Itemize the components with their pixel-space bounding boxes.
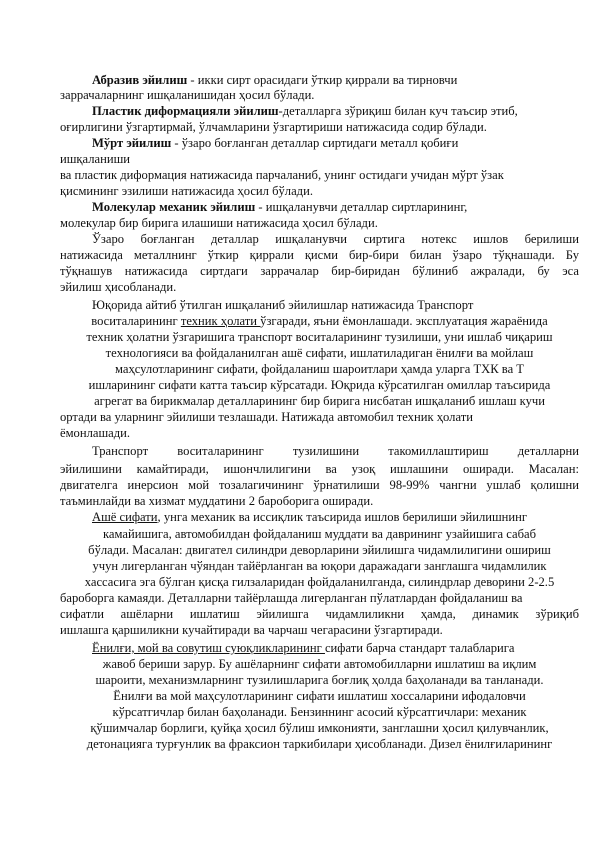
text-line bbox=[60, 314, 579, 329]
text-span: детонацияга турғунлик ва фраксион таркибилари ҳисобланади. Дизел ёнилғиларининг bbox=[86, 737, 553, 751]
text-span: қисмининг эзилиши натижасида ҳосил бўлади. bbox=[60, 184, 313, 198]
text-span: эйилиш ҳисобланади. bbox=[60, 280, 177, 294]
text-span: учун лигерланган чўяндан тайёрланган ва юқори даражадаги занглашга чидамлилик bbox=[92, 559, 547, 573]
bold-term: Мўрт эйилиш bbox=[92, 136, 172, 150]
underlined-term: техник ҳолати bbox=[180, 314, 261, 328]
text-span: Юқорида айтиб ўтилган ишқаланиб эйилишлар натижасида Транспорт bbox=[92, 298, 474, 312]
text-span: таъминлайди ва хизмат муддатини 2 бароборига оширади. bbox=[60, 494, 374, 508]
underlined-term: Ашё сифати bbox=[92, 510, 158, 524]
text-span: тўқнашув натижасида сиртдаги заррачалар бир-биридан бўлиниб ажралади, бу эса bbox=[60, 264, 579, 278]
text-span: техник ҳолатни ўзгаришига транспорт воситаларининг тузилиши, уни ишлаб чиқариш bbox=[86, 330, 553, 344]
text-line bbox=[60, 478, 579, 493]
text-line bbox=[92, 104, 562, 119]
text-line bbox=[60, 623, 540, 638]
text-span: ишлашга қаршиликни кучайтиради ва чарчаш чегарасини ўзгартиради. bbox=[60, 623, 443, 637]
text-line bbox=[60, 410, 540, 425]
text-line bbox=[92, 73, 532, 88]
text-line bbox=[60, 168, 540, 183]
text-line bbox=[60, 607, 579, 622]
text-line bbox=[60, 543, 579, 558]
text-span: двигателга инерсион мой тозалагичининг ўрнатилиши 98-99% чангни ушлаб қолишни bbox=[60, 478, 579, 492]
text-line bbox=[92, 200, 532, 215]
text-span: камайишига, автомобилдан фойдаланиш муддати ва даврининг узайишига сабаб bbox=[102, 527, 537, 541]
text-line bbox=[60, 216, 540, 231]
text-line bbox=[60, 426, 540, 441]
text-line bbox=[92, 298, 572, 313]
text-span: Транспорт воситаларининг тузилишини такомиллаштириш деталларни bbox=[92, 444, 579, 458]
text-span: сифати барча стандарт талабларига bbox=[324, 641, 515, 655]
text-span: натижасида металлнинг ўткир қиррали қисми бир-бири билан ўзаро тўқнашади. Бу bbox=[60, 248, 579, 262]
text-line bbox=[60, 152, 540, 167]
bold-term: Пластик диформацияли эйилиш bbox=[92, 104, 279, 118]
text-line bbox=[92, 510, 579, 525]
text-line bbox=[60, 362, 579, 377]
text-line bbox=[60, 120, 540, 135]
text-span: жавоб бериши зарур. Бу ашёларнинг сифати автомобилларни ишлатиш ва иқлим bbox=[102, 657, 537, 671]
text-span: заррачаларнинг ишқаланишидан ҳосил бўлади. bbox=[60, 88, 315, 102]
text-line bbox=[60, 264, 579, 279]
text-line bbox=[60, 346, 579, 361]
text-line bbox=[60, 705, 579, 720]
text-line bbox=[92, 136, 532, 151]
text-span: ўзгаради, яъни ёмонлашади. эксплуатация жараёнида bbox=[260, 314, 548, 328]
text-span: воситаларининг bbox=[91, 314, 181, 328]
text-span: бўлади. Масалан: двигател силиндри деворларини эйилишга чидамлилигини ошириш bbox=[88, 543, 551, 557]
text-span: технологияси ва фойдаланилган ашё сифати, ишлатиладиган ёнилғи ва мойлаш bbox=[105, 346, 534, 360]
text-line bbox=[60, 280, 540, 295]
text-line bbox=[92, 232, 579, 247]
text-span: маҳсулотларининг сифати, фойдаланиш шароитлари ҳамда уларга ТХК ва Т bbox=[114, 362, 525, 376]
text-line bbox=[60, 378, 579, 393]
text-span: ишқаланиши bbox=[60, 152, 131, 166]
text-span: қўшимчалар борлиги, қуйқа ҳосил бўлиш имконияти, занглашни ҳосил қилувчанлик, bbox=[90, 721, 549, 735]
text-line bbox=[60, 527, 579, 542]
bold-term: Абразив эйилиш bbox=[92, 73, 188, 87]
text-span: шароити, механизмларнинг тузилишларига боғлиқ ҳолда баҳоланади ва танланади. bbox=[95, 673, 544, 687]
text-line bbox=[60, 737, 579, 752]
text-line bbox=[60, 689, 579, 704]
text-line bbox=[60, 330, 579, 345]
text-span: ва пластик диформация натижасида парчаланиб, унинг остидаги учидан мўрт ўзак bbox=[60, 168, 504, 182]
text-span: Ўзаро боғланган деталлар ишқаланувчи сиртига нотекс ишлов берилиши bbox=[92, 232, 579, 246]
text-line bbox=[60, 394, 579, 409]
underlined-term: Ёнилғи, мой ва совутиш суюқликларининг bbox=[92, 641, 325, 655]
text-span: бароборга камаяди. Деталларни тайёрлашда лигерланган пўлатлардан фойдаланиш ва bbox=[60, 591, 523, 605]
text-line bbox=[60, 575, 579, 590]
text-line bbox=[60, 462, 579, 477]
text-span: ишларининг сифати катта таъсир кўрсатади. Юқрида кўрсатилган омиллар таъсирида bbox=[88, 378, 551, 392]
text-span: , унга механик ва иссиқлик таъсирида ишлов берилиши эйилишнинг bbox=[157, 510, 528, 524]
text-span: хассасига эга бўлган қисқа гилзаларидан фойдаланилганда, силиндрлар деворини 2-2.5 bbox=[84, 575, 555, 589]
bold-term: Молекулар механик эйилиш bbox=[92, 200, 256, 214]
text-line bbox=[60, 591, 579, 606]
text-span: - ишқаланувчи деталлар сиртларининг, bbox=[255, 200, 468, 214]
text-line bbox=[60, 184, 540, 199]
text-span: - ўзаро боғланган деталлар сиртидаги металл қобиғи bbox=[171, 136, 459, 150]
text-span: ёмонлашади. bbox=[60, 426, 131, 440]
text-span: - икки сирт орасидаги ўткир қиррали ва тирновчи bbox=[187, 73, 458, 87]
text-span: Ёнилғи ва мой маҳсулотларининг сифати ишлатиш хоссаларини ифодаловчи bbox=[113, 689, 526, 703]
text-line bbox=[60, 559, 579, 574]
text-line bbox=[60, 721, 579, 736]
text-span: эйилишини камайтиради, ишончлилигини ва узоқ ишлашини оширади. Масалан: bbox=[60, 462, 579, 476]
text-line bbox=[60, 88, 540, 103]
text-span: молекулар бир бирига илашиши натижасида ҳосил бўлади. bbox=[60, 216, 378, 230]
text-span: кўрсатгичлар билан баҳоланади. Бензиннинг асосий кўрсатгичлари: механик bbox=[112, 705, 527, 719]
text-line bbox=[60, 673, 579, 688]
text-span: оғирлигини ўзгартирмай, ўлчамларини ўзгартириши натижасида содир бўлади. bbox=[60, 120, 487, 134]
text-span: сифатли ашёларни ишлатиш эйилишга чидамлиликни ҳамда, динамик зўриқиб bbox=[60, 607, 579, 621]
text-line bbox=[60, 657, 579, 672]
text-line bbox=[60, 494, 540, 509]
text-line bbox=[92, 444, 579, 459]
text-line bbox=[60, 248, 579, 263]
text-line bbox=[92, 641, 579, 656]
text-span: ортади ва уларнинг эйилиши тезлашади. Натижада автомобил техник ҳолати bbox=[60, 410, 473, 424]
text-span: -деталларга зўриқиш билан куч таъсир этиб, bbox=[278, 104, 518, 118]
text-span: агрегат ва бирикмалар деталларининг бир бирига нисбатан ишқаланиб ишлаш кучи bbox=[94, 394, 545, 408]
